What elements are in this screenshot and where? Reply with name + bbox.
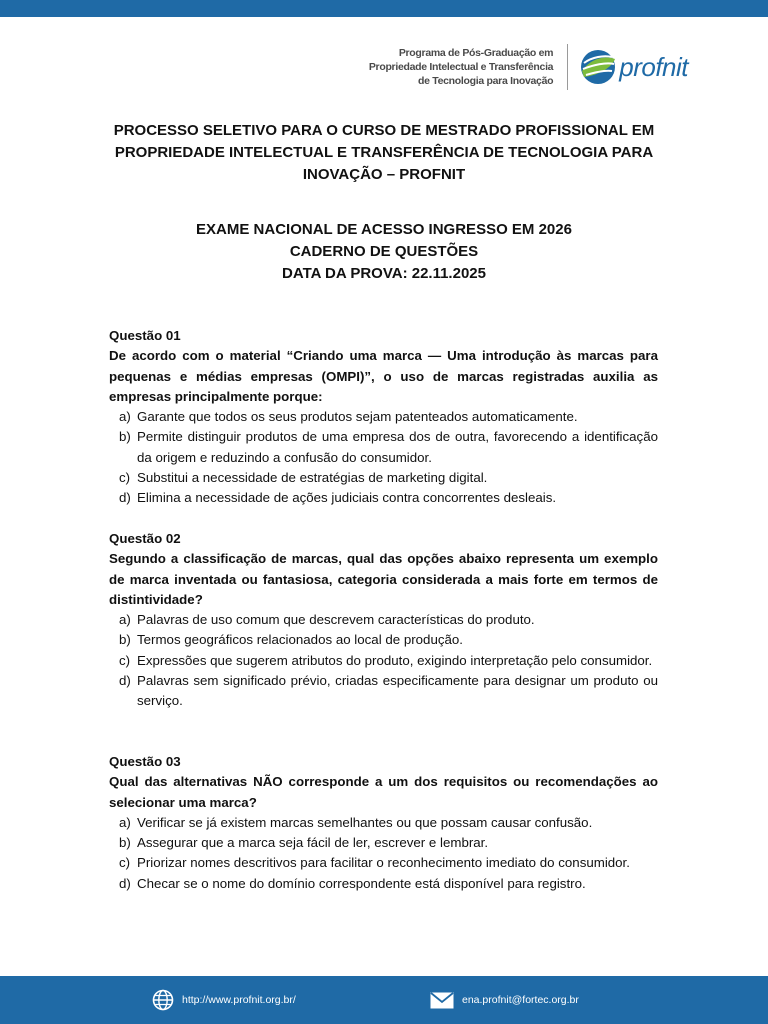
option-b: b) Termos geográficos relacionados ao local de produção. bbox=[119, 632, 463, 648]
exam-date: DATA DA PROVA: 22.11.2025 bbox=[282, 265, 486, 282]
option-c: c) Substitui a necessidade de estratégias de marketing digital. bbox=[119, 470, 488, 486]
footer-website[interactable] bbox=[152, 976, 296, 1024]
program-line: de Tecnologia para Inovação bbox=[417, 75, 554, 87]
header-divider bbox=[567, 44, 568, 90]
option-c: c) Priorizar nomes descritivos para facilitar o reconhecimento imediato do consumidor. bbox=[119, 855, 630, 871]
question-02 bbox=[109, 529, 658, 712]
option-list bbox=[109, 407, 658, 508]
option-d: d) Palavras sem significado prévio, criadas especificamente para designar um produto ou serviço. bbox=[119, 673, 658, 709]
option-b: b) Assegurar que a marca seja fácil de ler, escrever e lembrar. bbox=[119, 835, 489, 851]
logo-text: profnit bbox=[619, 51, 688, 82]
question-stem: Segundo a classificação de marcas, qual das opções abaixo representa um exemplo de marca inventada ou fantasiosa, categoria considerada a mais forte em termos de distintividade? bbox=[109, 551, 658, 607]
question-label: Questão 01 bbox=[109, 328, 181, 343]
program-line: Programa de Pós-Graduação em bbox=[398, 47, 554, 59]
globe-icon bbox=[152, 989, 174, 1011]
header bbox=[369, 42, 688, 92]
booklet-line: CADERNO DE QUESTÕES bbox=[289, 243, 479, 260]
footer bbox=[0, 976, 768, 1024]
option-c: c) Expressões que sugerem atributos do produto, exigindo interpretação pelo consumidor. bbox=[119, 652, 653, 668]
email-link[interactable]: ena.profnit@fortec.org.br bbox=[462, 994, 579, 1006]
profnit-logo bbox=[578, 47, 688, 87]
website-link[interactable]: http://www.profnit.org.br/ bbox=[182, 994, 296, 1006]
option-d: d) Elimina a necessidade de ações judiciais contra concorrentes desleais. bbox=[119, 490, 557, 506]
question-label: Questão 02 bbox=[109, 531, 181, 546]
question-01 bbox=[109, 326, 658, 509]
option-a: a) Garante que todos os seus produtos sejam patenteados automaticamente. bbox=[119, 409, 578, 425]
question-label: Questão 03 bbox=[109, 754, 181, 769]
footer-email[interactable] bbox=[430, 976, 579, 1024]
option-b: b) Permite distinguir produtos de uma empresa dos de outra, favorecendo a identificação da origem e reduzindo a confusão do consumidor. bbox=[119, 429, 658, 465]
question-stem: Qual das alternativas NÃO corresponde a um dos requisitos ou recomendações ao selecionar uma marca? bbox=[109, 774, 658, 810]
option-d: d) Checar se o nome do domínio correspondente está disponível para registro. bbox=[119, 875, 586, 891]
exam-line: EXAME NACIONAL DE ACESSO INGRESSO EM 2026 bbox=[196, 221, 572, 238]
option-a: a) Palavras de uso comum que descrevem características do produto. bbox=[119, 612, 535, 628]
program-name bbox=[369, 46, 553, 88]
option-a: a) Verificar se já existem marcas semelhantes ou que possam causar confusão. bbox=[119, 814, 593, 830]
exam-info bbox=[80, 219, 688, 285]
main-title: PROCESSO SELETIVO PARA O CURSO DE MESTRADO PROFISSIONAL EM PROPRIEDADE INTELECTUAL E TRANSFERÊNCIA DE TECNOLOGIA PARA INOVAÇÃO – PROFNIT bbox=[113, 122, 655, 183]
top-color-bar bbox=[0, 0, 768, 17]
envelope-icon bbox=[430, 992, 454, 1009]
question-stem: De acordo com o material “Criando uma marca — Uma introdução às marcas para pequenas e médias empresas (OMPI)”, o uso de marcas registradas auxilia as empresas principalmente porque: bbox=[109, 348, 658, 404]
option-list bbox=[109, 610, 658, 711]
program-line: Propriedade Intelectual e Transferência bbox=[368, 61, 554, 73]
question-03 bbox=[109, 752, 658, 894]
profnit-globe-icon bbox=[578, 47, 618, 87]
option-list bbox=[109, 813, 658, 894]
